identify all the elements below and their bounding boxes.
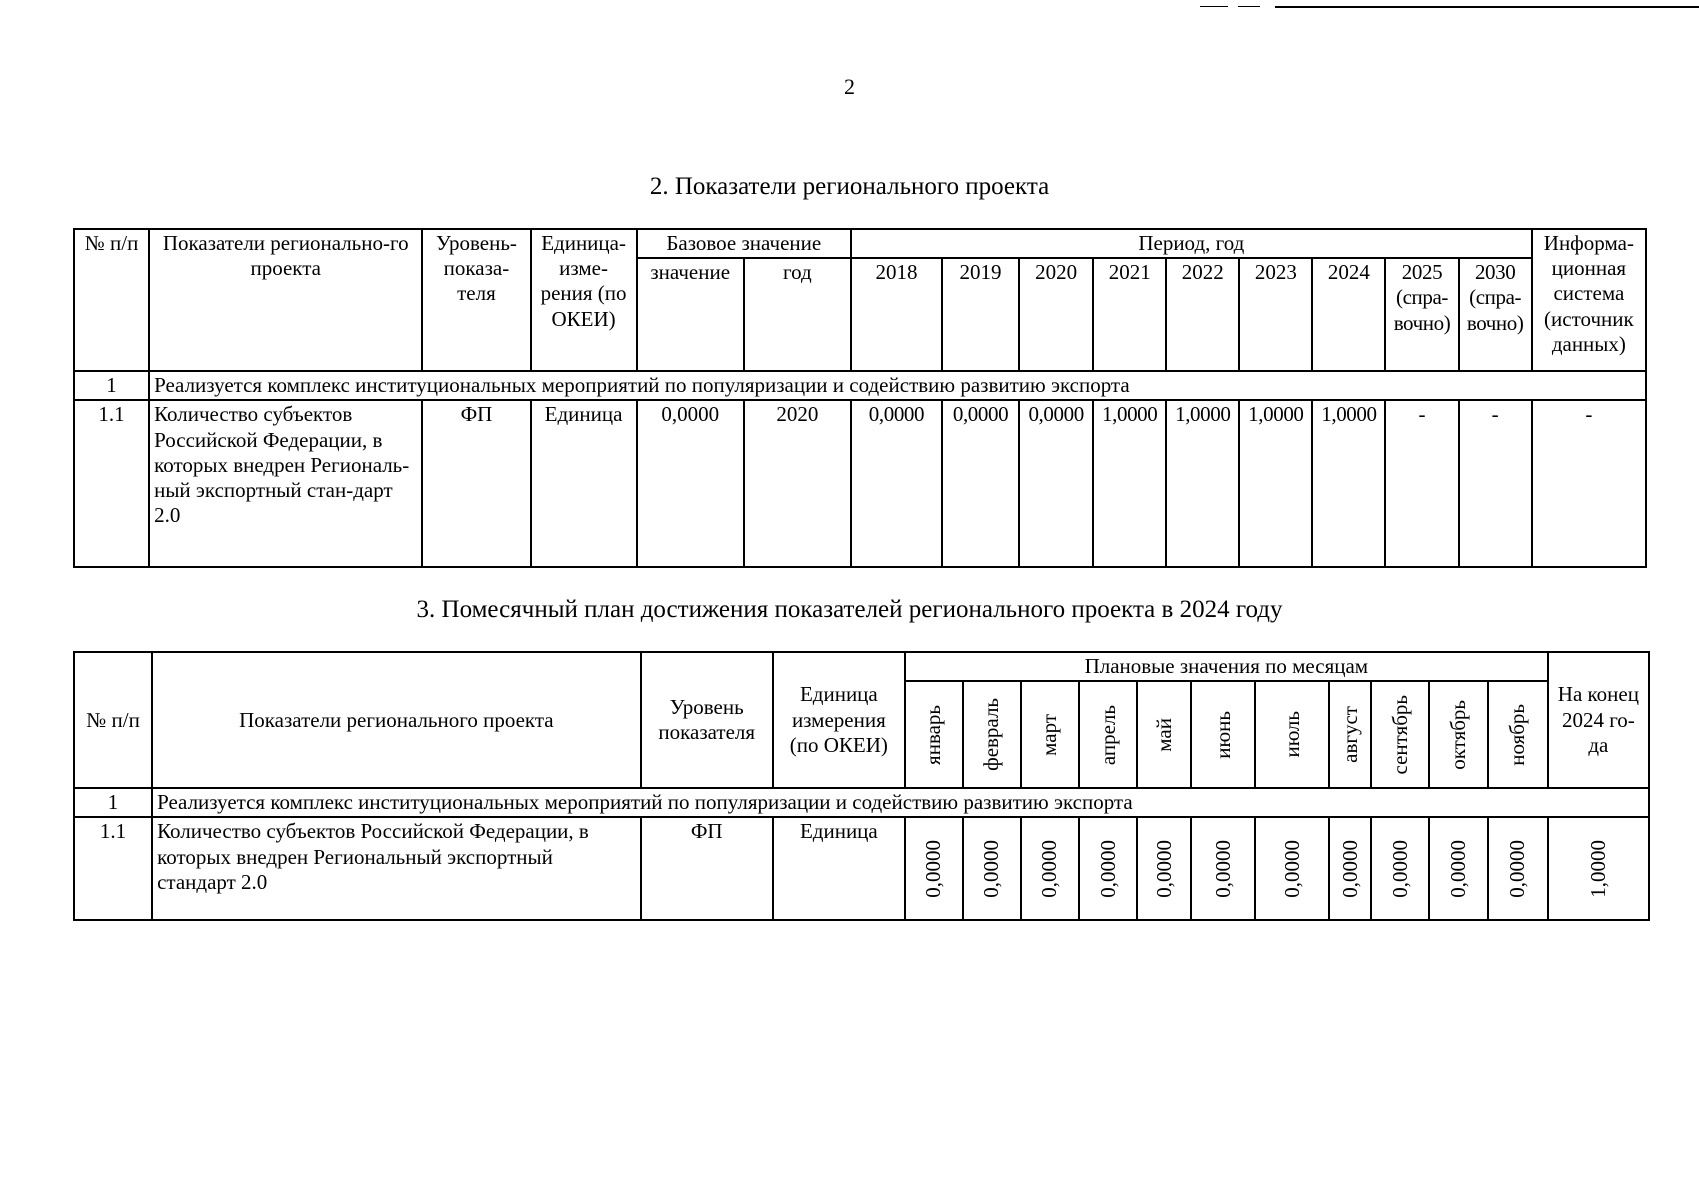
month-label: апрель (1095, 704, 1120, 765)
header-month (1021, 681, 1079, 788)
header-indicator: Показатели регионально-го проекта (149, 229, 422, 371)
year-end-value-text: 1,0000 (1585, 840, 1610, 898)
header-month (1255, 681, 1329, 788)
header-num: № п/п (74, 652, 152, 788)
data-row-base-value: 0,0000 (637, 400, 744, 567)
page-number: 2 (844, 74, 855, 99)
month-label: июнь (1210, 710, 1235, 759)
monthly-value (1429, 817, 1487, 920)
header-month (1079, 681, 1137, 788)
monthly-value (1488, 817, 1548, 920)
header-year: 2020 (1019, 258, 1093, 371)
month-label: октябрь (1445, 699, 1470, 770)
top-rule (1275, 6, 1699, 8)
header-unit: Единица измерения (по ОКЕИ) (773, 652, 905, 788)
group-row-num: 1 (74, 788, 152, 817)
header-year: 2025 (спра-вочно) (1385, 258, 1458, 371)
data-row-indicator: Количество субъектов Российской Федерации, в которых внедрен Региональ-ный экспортный стан-дарт 2.0 (149, 400, 422, 567)
header-month (1371, 681, 1429, 788)
data-row-value: - (1385, 400, 1458, 567)
section2-title: 2. Показатели регионального проекта (649, 173, 1050, 200)
monthly-value (1371, 817, 1429, 920)
header-month (1429, 681, 1487, 788)
month-label: февраль (979, 698, 1004, 772)
monthly-value (1191, 817, 1255, 920)
monthly-value (1021, 817, 1079, 920)
header-month (1191, 681, 1255, 788)
data-row-level: ФП (641, 817, 773, 920)
top-rule-dash (1238, 6, 1260, 7)
data-row-unit: Единица (531, 400, 637, 567)
data-row-info: - (1532, 400, 1646, 567)
header-base: Базовое значение (637, 229, 851, 258)
month-label: май (1151, 717, 1176, 752)
header-month (1137, 681, 1191, 788)
monthly-value (1329, 817, 1371, 920)
monthly-value (905, 817, 963, 920)
header-year-end: На конец 2024 го-да (1548, 652, 1649, 788)
header-year: 2022 (1166, 258, 1239, 371)
header-month (905, 681, 963, 788)
header-indicator: Показатели регионального проекта (152, 652, 641, 788)
header-level: Уровень-показа-теля (422, 229, 530, 371)
header-level: Уровень показателя (641, 652, 773, 788)
data-row-value: 1,0000 (1093, 400, 1166, 567)
year-end-value (1548, 817, 1649, 920)
data-row-value: 0,0000 (1019, 400, 1093, 567)
monthly-value-text: 0,0000 (1210, 840, 1235, 898)
monthly-value-text: 0,0000 (1037, 840, 1062, 898)
month-label: ноябрь (1505, 703, 1530, 766)
header-year: 2018 (851, 258, 942, 371)
header-month (1488, 681, 1548, 788)
data-row-unit: Единица (773, 817, 905, 920)
monthly-value-text: 0,0000 (1387, 840, 1412, 898)
group-row-num: 1 (74, 371, 149, 400)
monthly-value (1255, 817, 1329, 920)
top-rule-dash (1200, 6, 1228, 7)
header-period: Период, год (851, 229, 1532, 258)
header-base-year: год (744, 258, 851, 371)
monthly-value-text: 0,0000 (1505, 840, 1530, 898)
data-row-base-year: 2020 (744, 400, 851, 567)
monthly-value-text: 0,0000 (1151, 840, 1176, 898)
header-year: 2024 (1312, 258, 1385, 371)
data-row-num: 1.1 (74, 817, 152, 920)
month-label: август (1337, 706, 1362, 764)
data-row-value: 0,0000 (942, 400, 1019, 567)
monthly-plan-table (73, 651, 1650, 921)
monthly-value-text: 0,0000 (1095, 840, 1120, 898)
header-month (1329, 681, 1371, 788)
data-row-level: ФП (422, 400, 530, 567)
group-row-label: Реализуется комплекс институциональных мероприятий по популяризации и содействию развитию экспорта (152, 788, 1649, 817)
header-year: 2019 (942, 258, 1019, 371)
header-year: 2030 (спра-вочно) (1459, 258, 1532, 371)
data-row-indicator: Количество субъектов Российской Федерации, в которых внедрен Региональный экспортный стандарт 2.0 (152, 817, 641, 920)
month-label: март (1037, 713, 1062, 756)
header-month (963, 681, 1021, 788)
header-year: 2021 (1093, 258, 1166, 371)
data-row-value: 1,0000 (1312, 400, 1385, 567)
monthly-value-text: 0,0000 (1279, 840, 1304, 898)
monthly-value-text: 0,0000 (1337, 840, 1362, 898)
monthly-value (1137, 817, 1191, 920)
header-num: № п/п (74, 229, 149, 371)
data-row-value: 0,0000 (851, 400, 942, 567)
data-row-num: 1.1 (74, 400, 149, 567)
monthly-value (1079, 817, 1137, 920)
monthly-value (963, 817, 1021, 920)
month-label: сентябрь (1387, 694, 1412, 775)
header-info: Информа-ционная система (источник данных) (1532, 229, 1646, 371)
indicators-table (73, 228, 1647, 568)
month-label: июль (1279, 711, 1304, 758)
monthly-value-text: 0,0000 (1445, 840, 1470, 898)
section3-title: 3. Помесячный план достижения показателей регионального проекта в 2024 году (416, 596, 1283, 623)
data-row-value: - (1459, 400, 1532, 567)
header-monthly: Плановые значения по месяцам (905, 652, 1548, 681)
monthly-value-text: 0,0000 (979, 840, 1004, 898)
data-row-value: 1,0000 (1166, 400, 1239, 567)
header-year: 2023 (1239, 258, 1312, 371)
data-row-value: 1,0000 (1239, 400, 1312, 567)
monthly-value-text: 0,0000 (921, 840, 946, 898)
header-base-value: значение (637, 258, 744, 371)
group-row-label: Реализуется комплекс институциональных мероприятий по популяризации и содействию развитию экспорта (149, 371, 1646, 400)
month-label: январь (921, 704, 946, 765)
header-unit: Единица-изме-рения (по ОКЕИ) (531, 229, 637, 371)
